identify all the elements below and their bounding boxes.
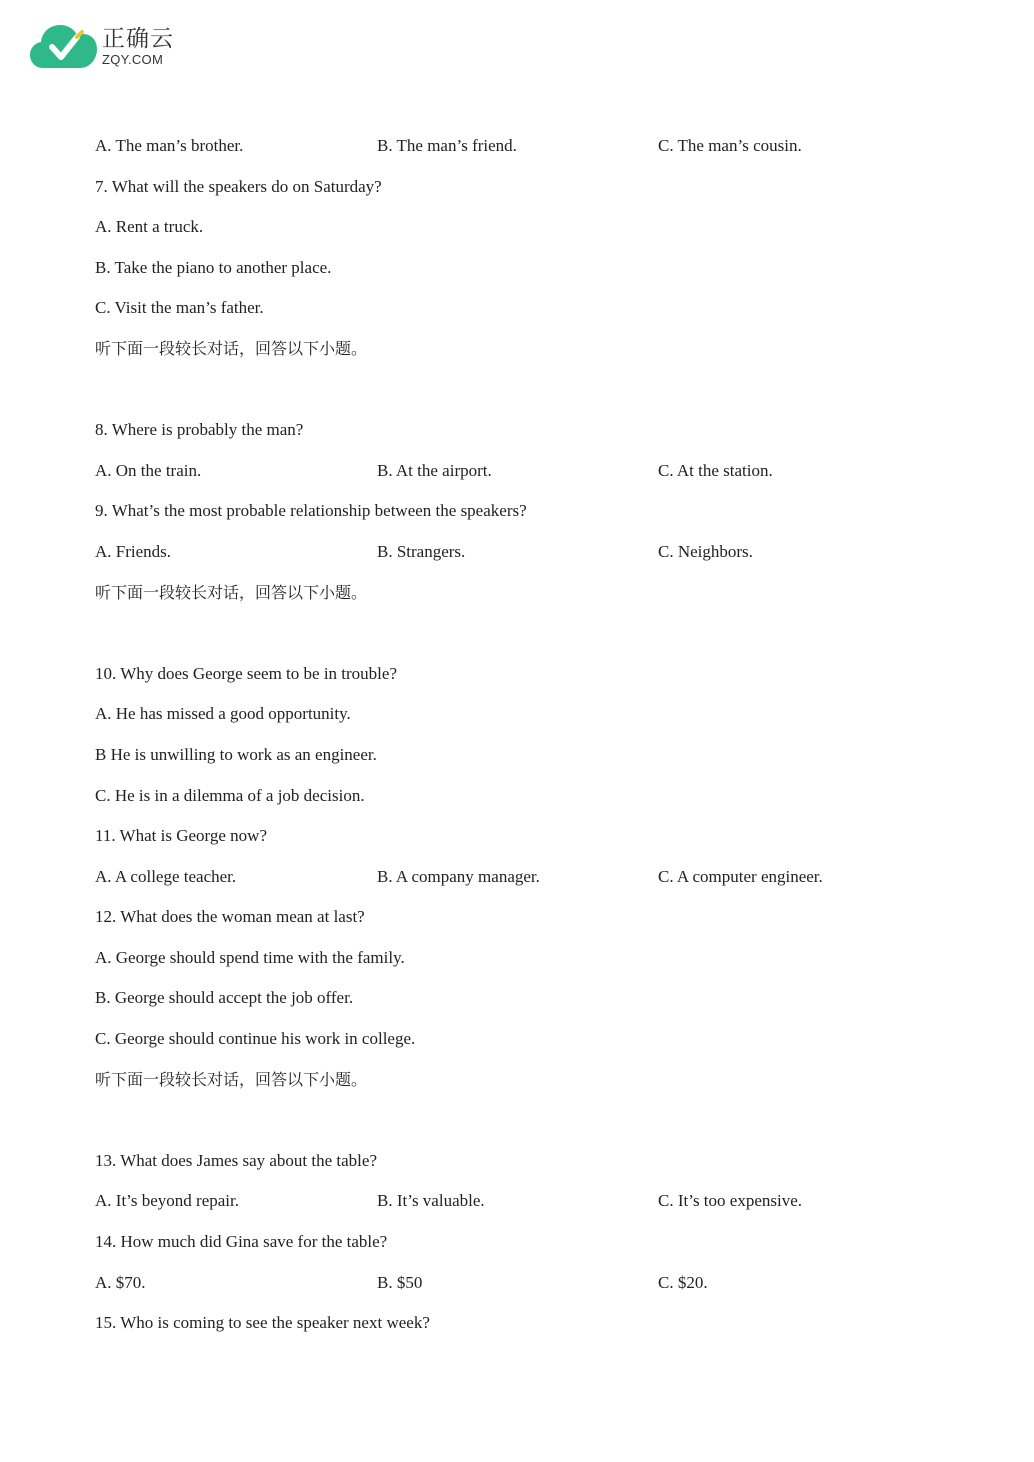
option-b: B. The man’s friend. — [377, 136, 517, 155]
option-c: C. The man’s cousin. — [658, 136, 802, 155]
question-text: 7. What will the speakers do on Saturday? — [95, 176, 382, 196]
option-c: C. It’s too expensive. — [658, 1191, 803, 1211]
option-line: A. He has missed a good opportunity. — [95, 704, 351, 724]
options-row — [95, 133, 975, 174]
section-instruction: 听下面一段较长对话，回答以下小题。 — [95, 1069, 368, 1089]
option-c: C. At the station. — [658, 460, 773, 480]
option-c: C. A computer engineer. — [658, 866, 823, 886]
question-text: 12. What does the woman mean at last? — [95, 907, 365, 927]
logo-text — [102, 26, 174, 68]
option-line: B He is unwilling to work as an engineer. — [95, 744, 377, 764]
question-text: 9. What’s the most probable relationship between the speakers? — [95, 501, 527, 521]
option-a: A. A college teacher. — [95, 866, 237, 886]
options-row — [95, 1188, 975, 1229]
question-text: 11. What is George now? — [95, 826, 268, 846]
cloud-check-icon — [30, 22, 98, 72]
option-b: B. It’s valuable. — [377, 1191, 485, 1211]
option-c: C. Neighbors. — [658, 541, 753, 561]
section-instruction: 听下面一段较长对话，回答以下小题。 — [95, 582, 368, 602]
options-row — [95, 864, 975, 905]
question-content — [95, 133, 975, 1351]
option-line: A. Rent a truck. — [95, 217, 204, 237]
option-c: C. $20. — [658, 1272, 708, 1292]
question-text: 14. How much did Gina save for the table? — [95, 1232, 388, 1252]
option-a: A. $70. — [95, 1272, 146, 1292]
logo-domain: ZQY.COM — [102, 52, 164, 67]
question-text: 15. Who is coming to see the speaker next week? — [95, 1313, 430, 1333]
question-text: 8. Where is probably the man? — [95, 420, 304, 440]
options-row — [95, 1270, 975, 1311]
question-text: 13. What does James say about the table? — [95, 1150, 377, 1170]
option-a: A. Friends. — [95, 541, 172, 561]
option-b: B. A company manager. — [377, 866, 540, 886]
options-row — [95, 539, 975, 580]
option-b: B. Strangers. — [377, 541, 466, 561]
option-a: A. The man’s brother. — [95, 136, 244, 155]
option-line: C. He is in a dilemma of a job decision. — [95, 785, 365, 805]
site-logo[interactable] — [30, 22, 190, 76]
option-line: C. Visit the man’s father. — [95, 298, 264, 318]
option-a: A. It’s beyond repair. — [95, 1191, 239, 1211]
option-line: B. George should accept the job offer. — [95, 988, 354, 1008]
option-b: B. $50 — [377, 1272, 423, 1292]
option-line: C. George should continue his work in college. — [95, 1029, 416, 1049]
option-a: A. On the train. — [95, 460, 202, 480]
options-row — [95, 458, 975, 499]
section-instruction: 听下面一段较长对话，回答以下小题。 — [95, 338, 368, 358]
option-b: B. At the airport. — [377, 460, 492, 480]
logo-chinese-name: 正确云 — [102, 26, 174, 52]
option-line: A. George should spend time with the family. — [95, 947, 405, 967]
option-line: B. Take the piano to another place. — [95, 257, 332, 277]
question-text: 10. Why does George seem to be in trouble? — [95, 663, 397, 683]
